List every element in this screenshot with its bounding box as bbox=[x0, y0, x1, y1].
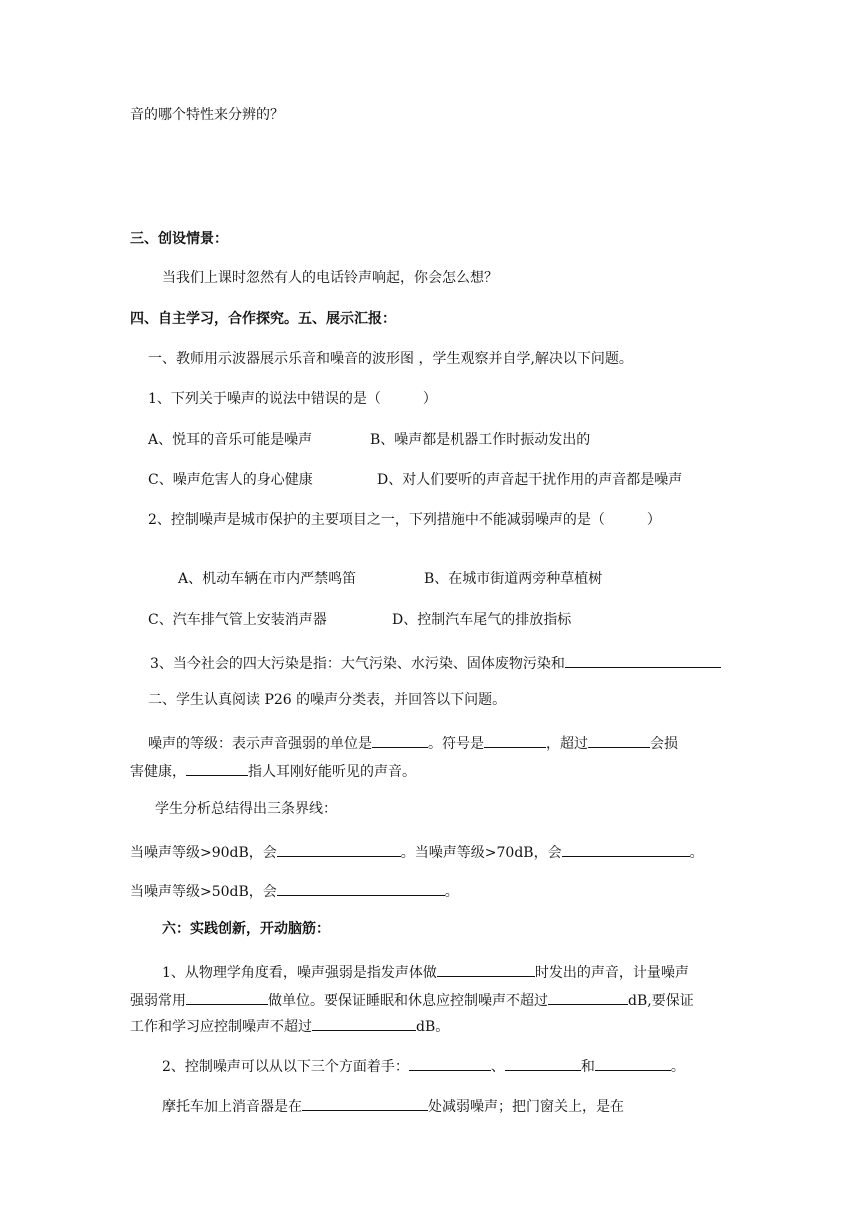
practice-text: 做单位。要保证睡眠和休息应控制噪声不超过 bbox=[268, 993, 548, 1009]
q2-option-b: B、在城市街道两旁种草植树 bbox=[424, 571, 603, 587]
section-heading-4-5: 四、自主学习，合作探究。五、展示汇报： bbox=[130, 311, 396, 327]
noise-level-text: 害健康， bbox=[130, 764, 186, 780]
threshold-text: 。 bbox=[444, 884, 459, 900]
answer-blank[interactable] bbox=[588, 731, 650, 748]
control-line bbox=[162, 1054, 685, 1077]
answer-blank[interactable] bbox=[186, 988, 268, 1005]
practice-text: 1、从物理学角度看，噪声强弱是指发声体做 bbox=[162, 965, 437, 981]
motorcycle-text: 处减弱噪声；把门窗关上，是在 bbox=[428, 1099, 624, 1115]
noise-level-line-2 bbox=[130, 759, 416, 782]
intro-paragraph: 一、教师用示波器展示乐音和噪音的波形图 ，学生观察并自学,解决以下问题。 bbox=[148, 351, 633, 367]
practice-text: 强弱常用 bbox=[130, 993, 186, 1009]
question-3-text: 3、当今社会的四大污染是指：大气污染、水污染、固体废物污染和 bbox=[150, 656, 565, 672]
control-text: 、 bbox=[490, 1059, 505, 1075]
answer-blank[interactable] bbox=[302, 1094, 428, 1111]
noise-level-text: ，超过 bbox=[546, 736, 588, 752]
threshold-text: 。当噪声等级>70dB，会 bbox=[400, 845, 562, 861]
answer-blank[interactable] bbox=[505, 1054, 581, 1071]
question-2: 2、控制噪声是城市保护的主要项目之一，下列措施中不能减弱噪声的是（ ） bbox=[148, 512, 661, 528]
text-line-question-end: 音的哪个特性来分辨的？ bbox=[130, 107, 284, 123]
reading-paragraph: 二、学生认真阅读 P26 的噪声分类表，并回答以下问题。 bbox=[148, 692, 507, 708]
threshold-line-1 bbox=[130, 840, 704, 863]
answer-blank[interactable] bbox=[277, 879, 445, 896]
threshold-text: 。 bbox=[689, 845, 704, 861]
practice-text: dB,要保证 bbox=[628, 993, 694, 1009]
question-3 bbox=[150, 651, 721, 674]
answer-blank[interactable] bbox=[484, 731, 546, 748]
q1-option-b: B、噪声都是机器工作时振动发出的 bbox=[370, 432, 591, 448]
practice-text: 工作和学习应控制噪声不超过 bbox=[130, 1019, 312, 1035]
practice-line-2 bbox=[130, 988, 694, 1011]
noise-level-text: 会损 bbox=[650, 736, 678, 752]
control-text: 和 bbox=[580, 1059, 595, 1075]
answer-blank[interactable] bbox=[595, 1054, 671, 1071]
answer-blank[interactable] bbox=[562, 840, 690, 857]
practice-text: 时发出的声音，计量噪声 bbox=[534, 965, 689, 981]
section-heading-3: 三、创设情景： bbox=[130, 231, 228, 247]
answer-blank[interactable] bbox=[409, 1054, 491, 1071]
practice-text: dB。 bbox=[416, 1019, 450, 1035]
q1-option-d: D、对人们要听的声音起干扰作用的声音都是噪声 bbox=[377, 472, 683, 488]
q2-option-d: D、控制汽车尾气的排放指标 bbox=[392, 612, 572, 628]
practice-line-1 bbox=[162, 960, 689, 983]
scenario-paragraph: 当我们上课时忽然有人的电话铃声响起，你会怎么想？ bbox=[162, 270, 498, 286]
q1-option-a: A、悦耳的音乐可能是噪声 bbox=[148, 432, 313, 448]
motorcycle-line bbox=[162, 1094, 624, 1117]
threshold-text: 当噪声等级>90dB，会 bbox=[130, 845, 277, 861]
q2-option-c: C、汽车排气管上安装消声器 bbox=[148, 612, 327, 628]
section-heading-6: 六：实践创新，开动脑筋： bbox=[162, 921, 330, 937]
answer-blank[interactable] bbox=[312, 1014, 416, 1031]
question-1: 1、下列关于噪声的说法中错误的是（ ） bbox=[148, 391, 437, 407]
q2-option-a: A、机动车辆在市内严禁鸣笛 bbox=[178, 571, 357, 587]
answer-blank[interactable] bbox=[548, 988, 628, 1005]
answer-blank[interactable] bbox=[277, 840, 401, 857]
noise-level-text: 。符号是 bbox=[428, 736, 484, 752]
q1-option-c: C、噪声危害人的身心健康 bbox=[148, 472, 313, 488]
noise-level-line-1 bbox=[148, 731, 678, 754]
threshold-line-2 bbox=[130, 879, 459, 902]
practice-line-3 bbox=[130, 1014, 449, 1037]
control-text: 2、控制噪声可以从以下三个方面着手： bbox=[162, 1059, 409, 1075]
control-text: 。 bbox=[670, 1059, 685, 1075]
answer-blank[interactable] bbox=[186, 759, 248, 776]
answer-blank[interactable] bbox=[437, 960, 535, 977]
threshold-text: 当噪声等级>50dB，会 bbox=[130, 884, 277, 900]
noise-level-text: 指人耳刚好能听见的声音。 bbox=[248, 764, 416, 780]
answer-blank[interactable] bbox=[565, 651, 721, 668]
answer-blank[interactable] bbox=[372, 731, 428, 748]
analysis-paragraph: 学生分析总结得出三条界线： bbox=[155, 801, 337, 817]
noise-level-text: 噪声的等级：表示声音强弱的单位是 bbox=[148, 736, 372, 752]
motorcycle-text: 摩托车加上消音器是在 bbox=[162, 1099, 302, 1115]
